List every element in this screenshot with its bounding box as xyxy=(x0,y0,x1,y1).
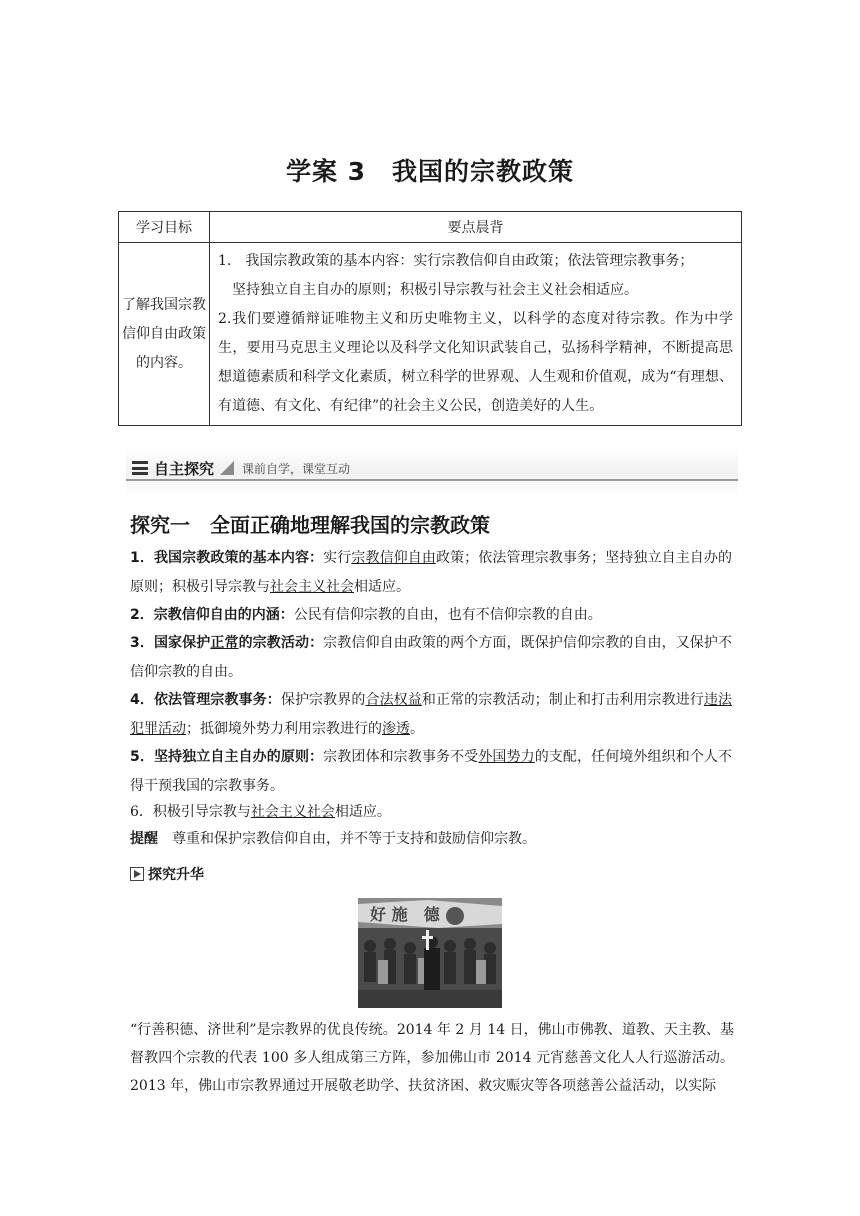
point1-line1: 1. 我国宗教政策的基本内容：实行宗教信仰自由政策；依法管理宗教事务； xyxy=(218,253,694,269)
banner-title: 自主探究 xyxy=(154,459,215,478)
underlined-term: 社会主义社会 xyxy=(270,579,354,595)
learning-goal-text: 了解我国宗教信仰自由政策的内容。 xyxy=(119,243,210,426)
item-text: 政策；依法管理宗教事务；坚持独立自主自办的原则；积极引导宗教与 xyxy=(130,550,733,595)
list-item xyxy=(130,743,732,801)
learning-goals-table xyxy=(118,211,742,426)
tip-text: 尊重和保护宗教信仰自由，并不等于支持和鼓励信仰宗教。 xyxy=(158,831,536,847)
item-text: 公民有信仰宗教的自由，也有不信仰宗教的自由。 xyxy=(293,607,602,623)
item-text: 宗教信仰自由政策的两个方面，既保护信仰宗教的自由，又保护不信仰宗教的自由。 xyxy=(130,635,733,680)
list-item xyxy=(130,544,732,602)
item-label: 4．依法管理宗教事务： xyxy=(130,692,281,708)
underlined-term: 宗教信仰自由 xyxy=(351,550,436,566)
header-key-points: 要点晨背 xyxy=(210,212,742,243)
item-text: 相适应。 xyxy=(354,579,410,595)
tip xyxy=(130,825,732,854)
underlined-term: 正常 xyxy=(210,635,239,651)
sub-heading-text: 探究升华 xyxy=(148,867,204,883)
section-banner xyxy=(126,448,738,494)
key-points-content xyxy=(210,243,742,426)
item-text: 保护宗教界的 xyxy=(280,692,366,708)
item-text: 和正常的宗教活动；制止和打击利用宗教进行 xyxy=(421,692,704,708)
parade-photo xyxy=(358,898,502,1008)
list-item xyxy=(130,601,732,630)
underlined-term: 社会主义社会 xyxy=(250,804,335,820)
table-header-row xyxy=(119,212,742,243)
photo-banner-text: 好 施 德 xyxy=(370,905,440,924)
list-item xyxy=(130,629,732,687)
point1-line2: 坚持独立自主自办的原则；积极引导宗教与社会主义社会相适应。 xyxy=(232,282,638,298)
list-item xyxy=(130,686,732,744)
play-icon xyxy=(130,867,144,881)
stripes-icon xyxy=(132,461,148,475)
banner-subtitle: 课前自学，课堂互动 xyxy=(242,461,351,476)
triangle-icon xyxy=(220,461,234,475)
underlined-term: 外国势力 xyxy=(478,749,535,765)
item-text: 的支配，任何境外组织和个人不得干预我国的宗教事务。 xyxy=(130,749,733,794)
section-heading: 探究一 全面正确地理解我国的宗教政策 xyxy=(130,513,490,537)
example-paragraph: “行善积德、济世利”是宗教界的优良传统。2014 年 2 月 14 日，佛山市佛教、道教、天主教、基督教四个宗教的代表 100 多人组成第三方阵，参加佛山市 2014 元宵慈善文化人人行巡游活动。2013 年，佛山市宗教界通过开展敬老助学、扶贫济困、救灾赈灾等各项慈善公益活动，以实际 xyxy=(130,1022,734,1094)
item-label: 1．我国宗教政策的基本内容： xyxy=(130,550,324,566)
tip-label: 提醒 xyxy=(130,831,158,847)
header-learning-goal: 学习目标 xyxy=(119,212,210,243)
item-text: 。 xyxy=(410,721,424,737)
item-text: 宗教团体和宗教事务不受 xyxy=(323,749,479,765)
banner-divider xyxy=(126,479,738,481)
item-text: ；抵御境外势力利用宗教进行的 xyxy=(186,721,382,737)
table-row xyxy=(119,243,742,426)
list-item xyxy=(130,798,732,827)
sub-heading xyxy=(130,864,204,884)
underlined-term: 违法犯罪活动 xyxy=(130,692,733,737)
item-label: 的宗教活动： xyxy=(238,635,324,651)
item-text: 6．积极引导宗教与 xyxy=(130,804,251,820)
item-label: 3．国家保护 xyxy=(130,635,211,651)
item-label: 5．坚持独立自主自办的原则： xyxy=(130,749,324,765)
item-text: 实行 xyxy=(323,550,352,566)
item-text: 相适应。 xyxy=(334,804,391,820)
underlined-term: 合法权益 xyxy=(365,692,422,708)
page-title: 学案 3 我国的宗教政策 xyxy=(285,157,575,186)
item-label: 2．宗教信仰自由的内涵： xyxy=(130,607,294,623)
point2-text: 2.我们要遵循辩证唯物主义和历史唯物主义，以科学的态度对待宗教。作为中学生，要用马克思主义理论以及科学文化知识武装自己，弘扬科学精神，不断提高思想道德素质和科学文化素质，树立科学的世界观、人生观和价值观，成为“有理想、有道德、有文化、有纪律”的社会主义公民，创造美好的人生。 xyxy=(218,311,733,414)
underlined-term: 渗透 xyxy=(382,721,410,737)
